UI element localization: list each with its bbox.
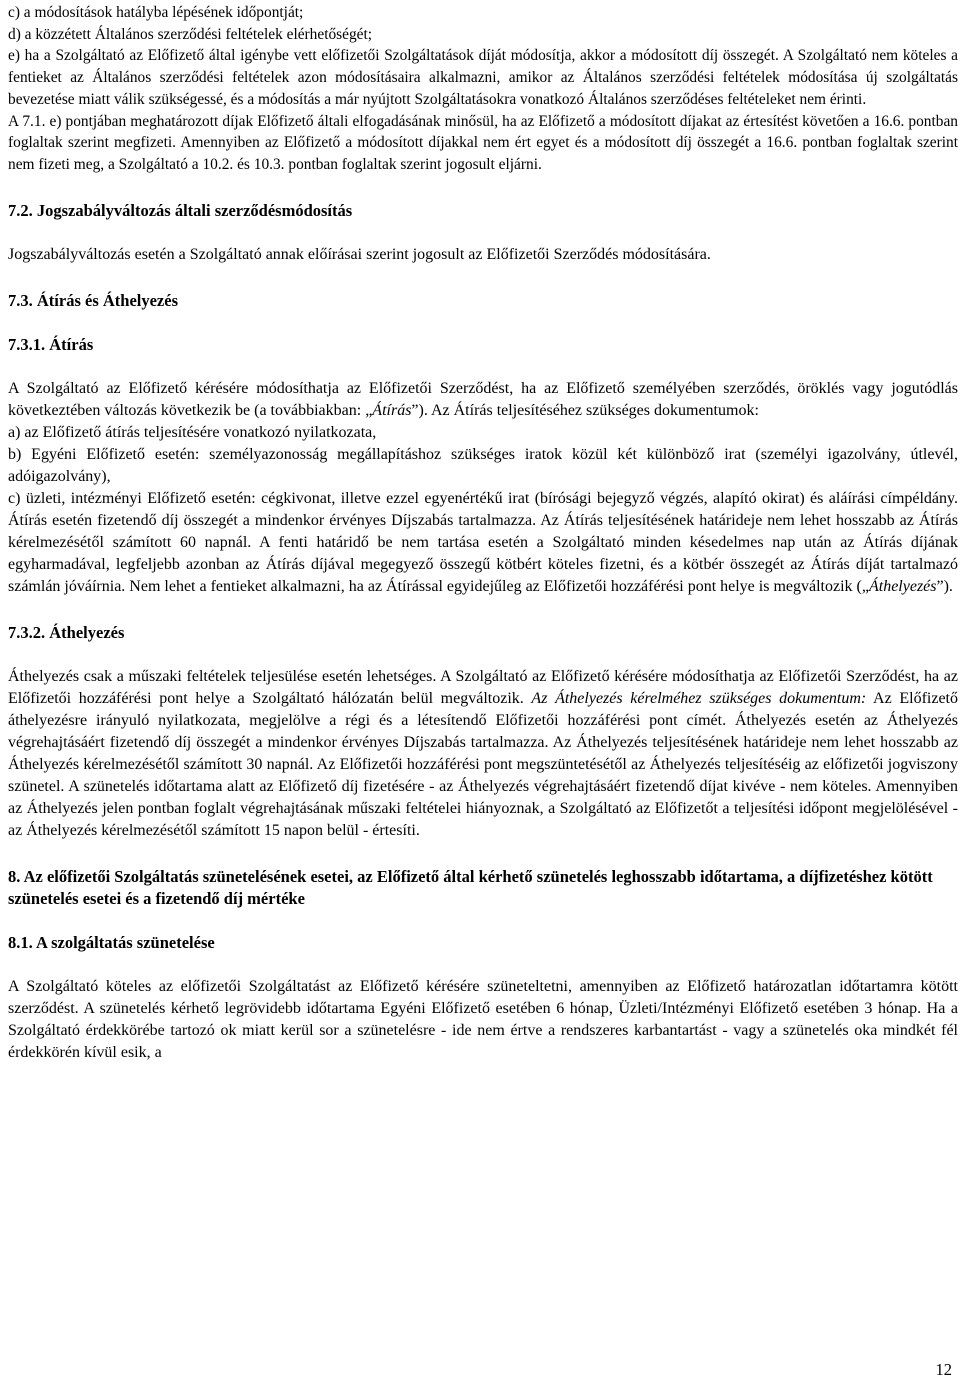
section-7-3-2-body [8, 666, 958, 842]
heading-8: 8. Az előfizetői Szolgáltatás szünetelésének esetei, az Előfizető által kérhető szünetelés leghosszabb időtartama, a díjfizetéshez kötött szünetelés esetei és a fizetendő díj mértéke [8, 867, 933, 908]
section-7-3-2-heading [8, 622, 958, 644]
paragraph-c: c) a módosítások hatályba lépésének időpontját; [8, 4, 304, 21]
paragraph-d: d) a közzétett Általános szerződési feltételek elérhetőségét; [8, 25, 373, 43]
italic-term: Átírás [372, 402, 412, 419]
paragraph-8-1: A Szolgáltató köteles az előfizetői Szolgáltatást az Előfizető kérésére szüneteltetni, amennyiben az Előfizető határozatlan időtartamra kötött szerződést. A szünetelés kérhető legrövidebb időtartama Egyéni Előfizető esetében 6 hónap, Üzleti/Intézményi Előfizető esetében 3 hónap. Ha a Szolgáltató érdekkörébe tartozó ok miatt kerül sor a szünetelésre - ide nem értve a rendszeres karbantartást - vagy a szünetelés oka mindkét fél érdekkörén kívül esik, a [8, 978, 958, 1061]
text-span: ”). Az Átírás teljesítéséhez szükséges dokumentumok: [411, 402, 759, 419]
section-7-3-1-body [8, 378, 958, 598]
text-span: Áthelyezés csak a műszaki feltételek teljesülése esetén lehetséges. A Szolgáltató az Előfizető kérésére módosíthatja az Előfizetői Szerződést, ha az Előfizetői hozzáférési pont helye a Szolgáltató hálózatán belül megváltozik. [8, 668, 958, 707]
paragraph-8-1-block [8, 976, 958, 1064]
list-item-b: b) Egyéni Előfizető esetén: személyazonosság megállapításhoz szükséges iratok közül két különböző irat (személyi igazolvány, útlevél, adóigazolvány), [8, 446, 958, 485]
paragraph-7-3-1-intro [8, 378, 958, 422]
paragraph-71e: A 7.1. e) pontjában meghatározott díjak Előfizető általi elfogadásának minősül, ha az Előfizető a módosított díjakat az értesítést követően a 16.6. pontban foglaltak szerint megfizeti. Amennyiben az Előfizető a módosított díjakkal nem ért egyet és a módosított díj összegét a 16.6. pontban foglaltak szerint nem fizeti meg, a Szolgáltató a 10.2. és 10.3. pontban foglaltak szerint jogosult eljárni. [8, 112, 958, 173]
section-7-3-heading [8, 290, 958, 312]
section-7-2-heading [8, 200, 958, 222]
paragraph-7-3-2 [8, 666, 958, 842]
list-item-a: a) az Előfizető átírás teljesítésére vonatkozó nyilatkozata, [8, 424, 377, 441]
italic-term: Áthelyezés [868, 578, 937, 595]
heading-8-block [8, 866, 958, 910]
italic-term: Az Áthelyezés kérelméhez szükséges dokumentum: [531, 690, 867, 707]
section-7-2-body [8, 244, 958, 266]
page-number: 12 [935, 1360, 952, 1379]
heading-8-1: 8.1. A szolgáltatás szünetelése [8, 933, 215, 952]
heading-7-3: 7.3. Átírás és Áthelyezés [8, 291, 178, 310]
heading-7-3-1: 7.3.1. Átírás [8, 335, 94, 354]
heading-7-2: 7.2. Jogszabályváltozás általi szerződésmódosítás [8, 201, 353, 220]
heading-8-1-block [8, 932, 958, 954]
text-span: c) üzleti, intézményi Előfizető esetén: cégkivonat, illetve ezzel egyenértékű irat (bírósági bejegyző végzés, alapító okirat) és aláírási címpéldány. Átírás esetén fizetendő díj összegét a mindenkor érvényes Díjszabás tartalmazza. Az Átírás teljesítésének határideje nem lehet hosszabb az Átírás kérelmezésétől számított 60 napnál. A fenti határidő be nem tartása esetén a Szolgáltató minden késedelmes nap után az Átírás díjának egyharmadával, legfeljebb azonban az Átírás díjával megegyező összegű kötbért köteles fizetni, és a kötbér összegét az Átírás díját tartalmazó számlán jóváírnia. Nem lehet a fentieket alkalmazni, ha az Átírással egyidejűleg az Előfizetői hozzáférési pont helye is megváltozik („ [8, 490, 958, 595]
text-span: ”). [936, 578, 953, 595]
text-span: A Szolgáltató az Előfizető kérésére módosíthatja az Előfizetői Szerződést, ha az Előfizető személyében szerződés, öröklés vagy jogutódlás következtében változás következik be (a továbbiakban: „ [8, 380, 958, 419]
top-section [8, 2, 958, 176]
section-7-3-1-heading [8, 334, 958, 356]
list-item-c [8, 488, 958, 598]
paragraph-e: e) ha a Szolgáltató az Előfizető által igénybe vett előfizetői Szolgáltatások díját módosítja, akkor a módosított díj összegét. A Szolgáltató nem köteles a fentieket az Általános szerződési feltételek azon módosításaira alkalmazni, amikor az Általános szerződési feltételek módosítása új szolgáltatás bevezetése miatt válik szükségessé, és a módosítás a már nyújtott Szolgáltatásokra vonatkozó Általános szerződéses feltételeket nem érinti. [8, 47, 958, 108]
text-span: Az Előfizető áthelyezésre irányuló nyilatkozata, megjelölve a régi és a létesítendő Előfizetői hozzáférési pont címét. Áthelyezés esetén az Áthelyezés végrehajtásáért fizetendő díj összegét a mindenkor érvényes Díjszabás tartalmazza. Az Áthelyezés teljesítésének határideje nem lehet hosszabb az Áthelyezés kérelmezésétől számított 30 napnál. Az Előfizetői hozzáférési pont megszüntetésétől az Áthelyezés teljesítéséig az előfizetői jogviszony szünetel. A szünetelés időtartama alatt az Előfizető díj fizetésére - az Áthelyezés végrehajtásáért fizetendő díjat kivéve - nem köteles. Amennyiben az Áthelyezés jelen pontban foglalt végrehajtásának műszaki feltételei hiányoznak, a Szolgáltató az Előfizetőt a teljesítési időpont megjelölésével - az Áthelyezés kérelmezésétől számított 15 napon belül - értesíti. [8, 690, 959, 839]
heading-7-3-2: 7.3.2. Áthelyezés [8, 623, 125, 642]
paragraph-7-2: Jogszabályváltozás esetén a Szolgáltató annak előírásai szerint jogosult az Előfizetői Szerződés módosítására. [8, 246, 711, 263]
